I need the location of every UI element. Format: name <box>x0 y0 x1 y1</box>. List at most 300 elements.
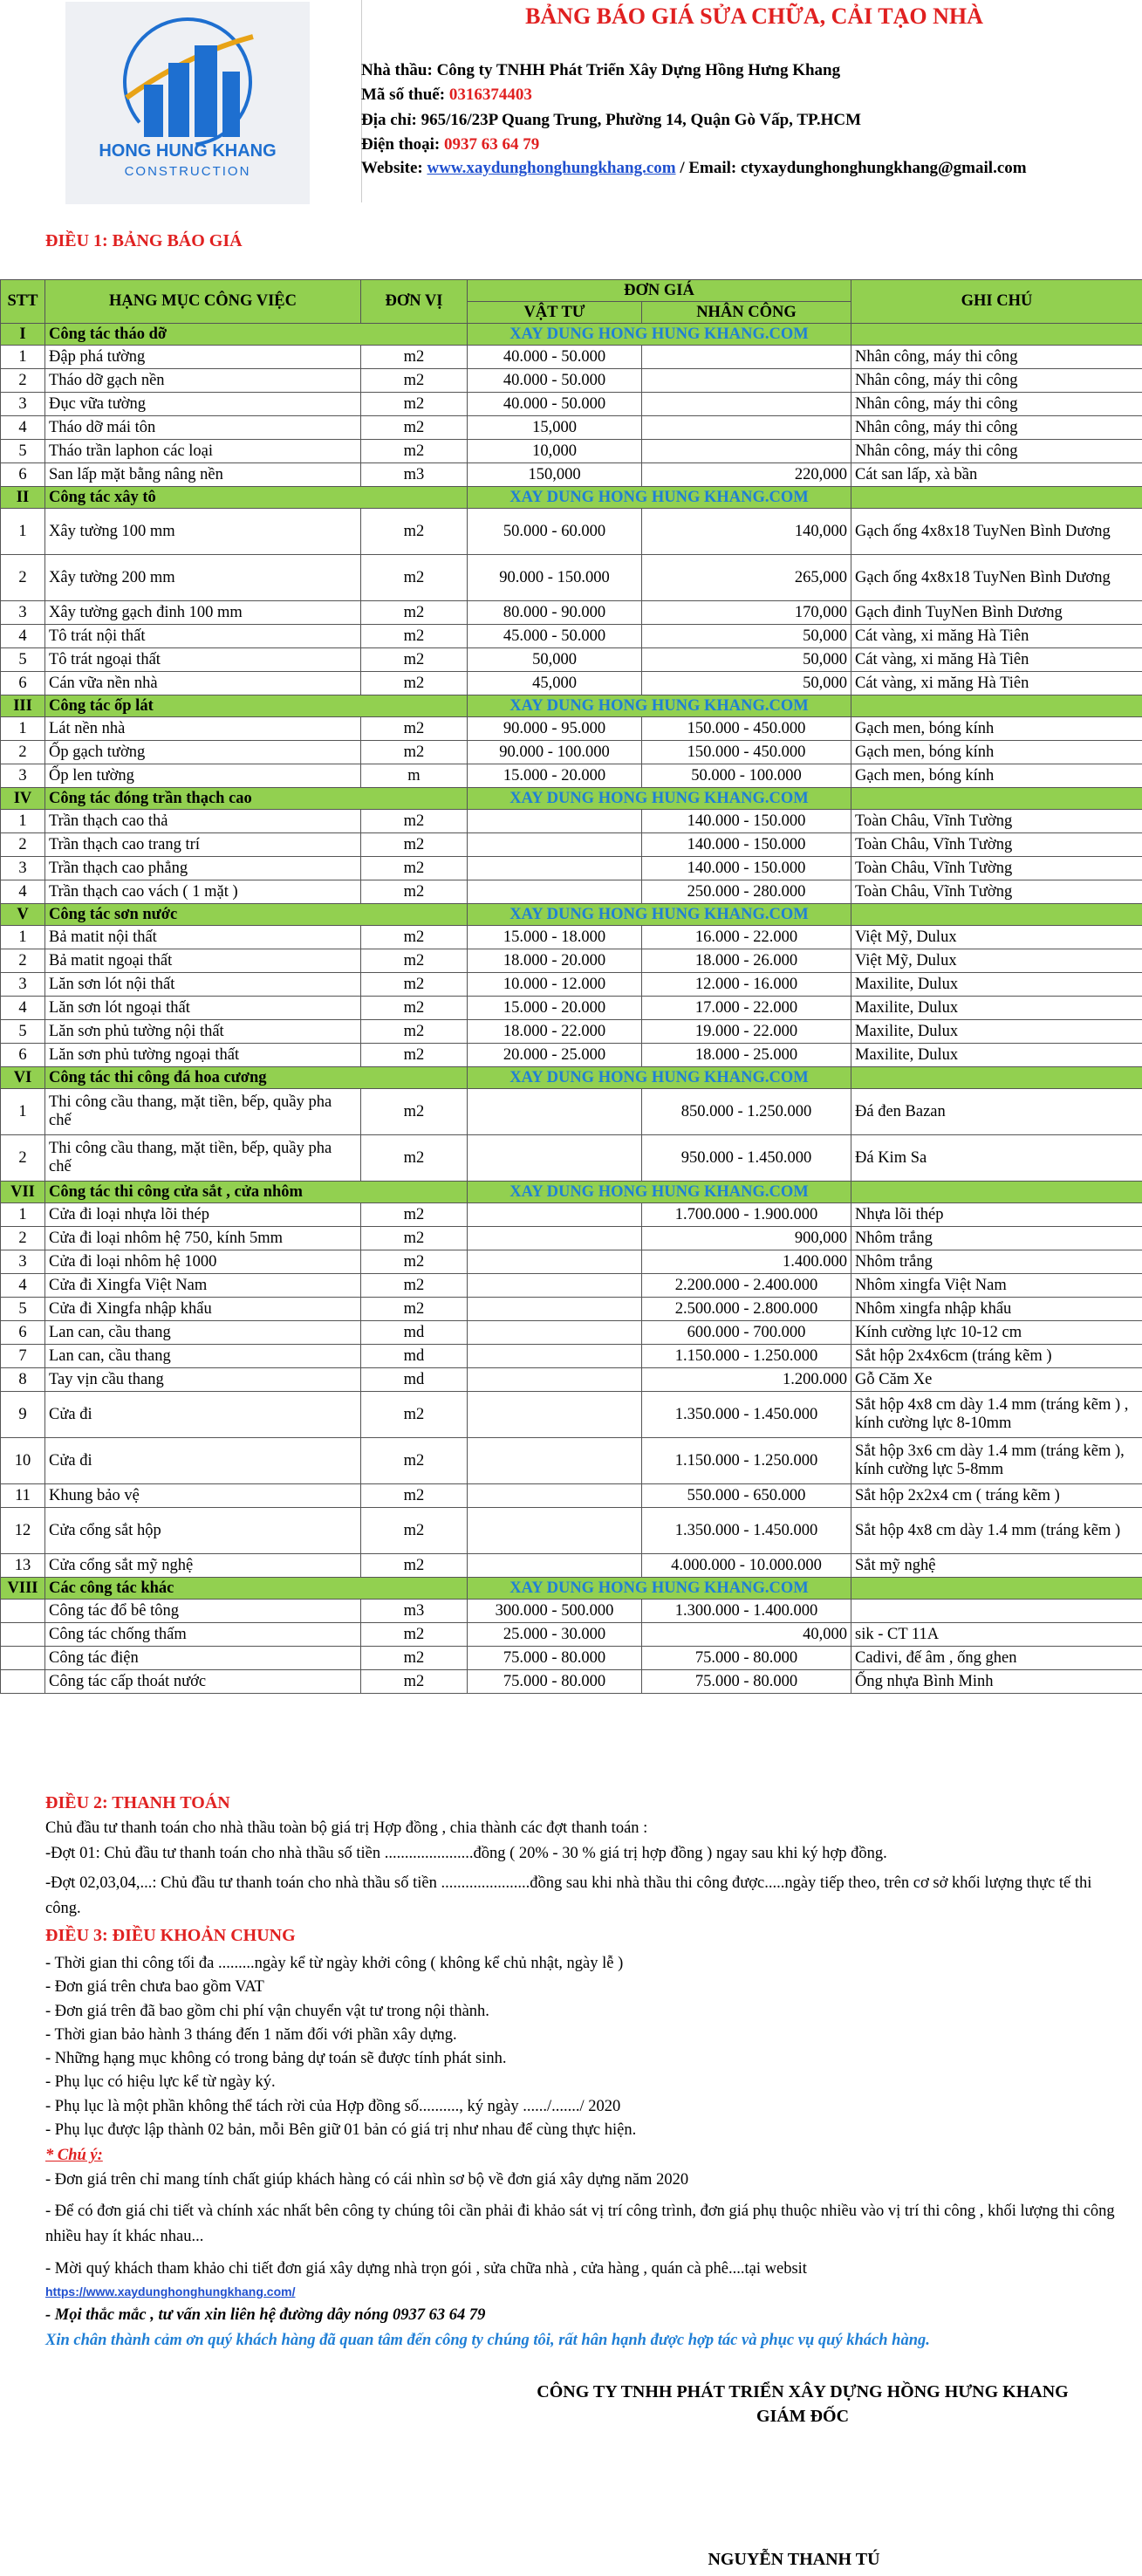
row-item: Cán vữa nền nhà <box>45 672 361 695</box>
row-stt: 6 <box>1 672 45 695</box>
row-material-price <box>468 1250 642 1274</box>
header-labor: NHÂN CÔNG <box>642 302 851 324</box>
row-material-price: 15.000 - 18.000 <box>468 926 642 949</box>
row-note: Gạch ống 4x8x18 TuyNen Bình Dương <box>851 509 1142 555</box>
row-unit: m2 <box>361 926 468 949</box>
row-material-price <box>468 1508 642 1554</box>
table-row <box>1 1135 1142 1182</box>
row-stt: 4 <box>1 625 45 648</box>
row-note: Kính cường lực 10-12 cm <box>851 1321 1142 1345</box>
row-stt: 1 <box>1 1203 45 1227</box>
row-material-price: 50,000 <box>468 648 642 672</box>
header-unit: ĐƠN VỊ <box>361 280 468 324</box>
row-material-price: 90.000 - 100.000 <box>468 741 642 764</box>
row-unit: m2 <box>361 717 468 741</box>
row-note: Nhân công, máy thi công <box>851 369 1142 393</box>
row-note: Sắt hộp 2x4x6cm (tráng kẽm ) <box>851 1345 1142 1368</box>
row-unit: m2 <box>361 1020 468 1044</box>
section-row <box>1 1578 1142 1600</box>
row-material-price <box>468 810 642 833</box>
header-note: GHI CHÚ <box>851 280 1142 324</box>
page-title: BẢNG BÁO GIÁ SỬA CHỮA, CẢI TẠO NHÀ <box>525 3 983 29</box>
row-labor-price <box>642 346 851 369</box>
row-stt: 1 <box>1 717 45 741</box>
row-stt <box>1 1670 45 1694</box>
note-1: - Đơn giá trên chỉ mang tính chất giúp khách hàng có cái nhìn sơ bộ về đơn giá xây dựng năm 2020 <box>45 2171 689 2189</box>
row-note: Maxilite, Dulux <box>851 973 1142 997</box>
table-row <box>1 741 1142 764</box>
row-note: Cadivi, đế âm , ống ghen <box>851 1647 1142 1670</box>
row-item: Trần thạch cao trang trí <box>45 833 361 857</box>
row-unit: m2 <box>361 833 468 857</box>
row-labor-price: 220,000 <box>642 463 851 487</box>
row-material-price: 20.000 - 25.000 <box>468 1044 642 1067</box>
row-unit: m2 <box>361 1274 468 1298</box>
table-row <box>1 1368 1142 1392</box>
section-empty-cell <box>851 695 1142 717</box>
row-labor-price: 12.000 - 16.000 <box>642 973 851 997</box>
row-labor-price: 1.700.000 - 1.900.000 <box>642 1203 851 1227</box>
row-unit: m2 <box>361 1508 468 1554</box>
row-item: Thi công cầu thang, mặt tiền, bếp, quầy pha chế <box>45 1135 361 1182</box>
row-stt: 2 <box>1 555 45 601</box>
row-stt: 3 <box>1 973 45 997</box>
row-unit: m2 <box>361 1670 468 1694</box>
row-unit: m2 <box>361 949 468 973</box>
row-unit: m2 <box>361 509 468 555</box>
website-line: Website: www.xaydunghonghungkhang.com / Email: ctyxaydunghonghungkhang@gmail.com <box>361 159 1027 177</box>
row-note: Sắt hộp 3x6 cm dày 1.4 mm (tráng kẽm ), kính cường lực 5-8mm <box>851 1438 1142 1484</box>
signature-name: NGUYỄN THANH TÚ <box>708 2550 880 2569</box>
row-item: Cửa đi Xingfa Việt Nam <box>45 1274 361 1298</box>
row-unit: m2 <box>361 1484 468 1508</box>
row-item: Lan can, cầu thang <box>45 1321 361 1345</box>
row-note: Sắt hộp 4x8 cm dày 1.4 mm (tráng kẽm ) <box>851 1508 1142 1554</box>
row-unit: m2 <box>361 601 468 625</box>
row-item: Lát nền nhà <box>45 717 361 741</box>
table-row <box>1 857 1142 880</box>
row-material-price <box>468 1554 642 1578</box>
row-labor-price: 600.000 - 700.000 <box>642 1321 851 1345</box>
row-note: Toàn Châu, Vĩnh Tường <box>851 810 1142 833</box>
row-unit: m <box>361 764 468 788</box>
row-item: Công tác cấp thoát nước <box>45 1670 361 1694</box>
brand-watermark: XAY DUNG HONG HUNG KHANG.COM <box>468 1067 851 1089</box>
website-link[interactable]: www.xaydunghonghungkhang.com <box>427 159 676 177</box>
row-material-price: 90.000 - 150.000 <box>468 555 642 601</box>
row-material-price <box>468 833 642 857</box>
brand-watermark: XAY DUNG HONG HUNG KHANG.COM <box>468 487 851 509</box>
table-row <box>1 463 1142 487</box>
row-labor-price: 50,000 <box>642 648 851 672</box>
table-row <box>1 1438 1142 1484</box>
pay-phase-1: -Đợt 01: Chủ đầu tư thanh toán cho nhà thầu số tiền ......................đồng ( 20% - 30 % giá trị hợp đồng ) ngay sau khi ký hợp đồng. <box>45 1845 887 1862</box>
section-number: II <box>1 487 45 509</box>
row-note: Đá Kim Sa <box>851 1135 1142 1182</box>
row-item: Thi công cầu thang, mặt tiền, bếp, quầy pha chế <box>45 1089 361 1135</box>
row-material-price <box>468 1089 642 1135</box>
table-row <box>1 1089 1142 1135</box>
row-labor-price: 2.500.000 - 2.800.000 <box>642 1298 851 1321</box>
row-material-price <box>468 1368 642 1392</box>
row-note: Nhân công, máy thi công <box>851 440 1142 463</box>
row-material-price <box>468 1484 642 1508</box>
section-number: V <box>1 904 45 926</box>
signature-company: CÔNG TY TNHH PHÁT TRIỂN XÂY DỰNG HỒNG HƯNG KHANG <box>537 2382 1069 2401</box>
row-item: Đập phá tường <box>45 346 361 369</box>
row-unit: m2 <box>361 973 468 997</box>
row-material-price: 18.000 - 20.000 <box>468 949 642 973</box>
row-labor-price: 17.000 - 22.000 <box>642 997 851 1020</box>
row-labor-price: 1.350.000 - 1.450.000 <box>642 1508 851 1554</box>
row-material-price: 15.000 - 20.000 <box>468 764 642 788</box>
row-unit: m2 <box>361 416 468 440</box>
section-empty-cell <box>851 904 1142 926</box>
row-note: Việt Mỹ, Dulux <box>851 949 1142 973</box>
section-title: Công tác đóng trần thạch cao <box>45 788 468 810</box>
row-note: Maxilite, Dulux <box>851 1020 1142 1044</box>
row-material-price: 40.000 - 50.000 <box>468 393 642 416</box>
general-term-item: - Thời gian bảo hành 3 tháng đến 1 năm đối với phần xây dựng. <box>45 2025 457 2044</box>
general-term-item: - Đơn giá trên đã bao gồm chi phí vận chuyển vật tư trong nội thành. <box>45 2002 489 2020</box>
row-labor-price: 1.200.000 <box>642 1368 851 1392</box>
row-stt: 4 <box>1 880 45 904</box>
brand-watermark: XAY DUNG HONG HUNG KHANG.COM <box>468 788 851 810</box>
row-unit: m2 <box>361 810 468 833</box>
section-title: Các công tác khác <box>45 1578 468 1600</box>
section3-title: ĐIỀU 3: ĐIỀU KHOẢN CHUNG <box>45 1926 296 1945</box>
thanks-message: Xin chân thành cảm ơn quý khách hàng đã quan tâm đến công ty chúng tôi, rất hân hạnh được hợp tác và phục vụ quý khách hàng. <box>45 2332 930 2349</box>
row-stt: 2 <box>1 369 45 393</box>
row-material-price <box>468 880 642 904</box>
row-material-price: 90.000 - 95.000 <box>468 717 642 741</box>
row-note: Nhựa lõi thép <box>851 1203 1142 1227</box>
row-material-price <box>468 1227 642 1250</box>
row-labor-price: 75.000 - 80.000 <box>642 1647 851 1670</box>
row-unit: md <box>361 1368 468 1392</box>
section-row <box>1 1182 1142 1203</box>
row-material-price: 75.000 - 80.000 <box>468 1670 642 1694</box>
logo-subtext: CONSTRUCTION <box>124 164 251 179</box>
row-stt: 2 <box>1 949 45 973</box>
row-item: Trần thạch cao vách ( 1 mặt ) <box>45 880 361 904</box>
row-item: Lăn sơn phủ tường ngoại thất <box>45 1044 361 1067</box>
table-row <box>1 672 1142 695</box>
row-item: Cửa cổng sắt mỹ nghệ <box>45 1554 361 1578</box>
table-row <box>1 1647 1142 1670</box>
section2-title: ĐIỀU 2: THANH TOÁN <box>45 1793 230 1812</box>
table-row <box>1 926 1142 949</box>
row-note <box>851 1600 1142 1623</box>
row-stt: 3 <box>1 764 45 788</box>
phone-number: 0937 63 64 79 <box>444 135 540 154</box>
row-unit: m2 <box>361 1298 468 1321</box>
row-unit: m2 <box>361 857 468 880</box>
row-note: Ống nhựa Bình Minh <box>851 1670 1142 1694</box>
table-row <box>1 1298 1142 1321</box>
row-item: Cửa đi loại nhôm hệ 1000 <box>45 1250 361 1274</box>
row-material-price: 10.000 - 12.000 <box>468 973 642 997</box>
row-item: Lăn sơn lót nội thất <box>45 973 361 997</box>
row-note: Toàn Châu, Vĩnh Tường <box>851 880 1142 904</box>
row-labor-price: 1.150.000 - 1.250.000 <box>642 1345 851 1368</box>
table-row <box>1 880 1142 904</box>
row-material-price <box>468 1203 642 1227</box>
row-material-price: 45,000 <box>468 672 642 695</box>
row-material-price <box>468 857 642 880</box>
row-stt: 12 <box>1 1508 45 1554</box>
row-material-price: 40.000 - 50.000 <box>468 346 642 369</box>
section-title: Công tác ốp lát <box>45 695 468 717</box>
row-stt <box>1 1647 45 1670</box>
row-note: Gạch ống 4x8x18 TuyNen Bình Dương <box>851 555 1142 601</box>
table-row <box>1 440 1142 463</box>
row-stt: 6 <box>1 1044 45 1067</box>
row-unit: md <box>361 1321 468 1345</box>
row-item: Ốp len tường <box>45 764 361 788</box>
row-item: Tháo dỡ mái tôn <box>45 416 361 440</box>
row-labor-price: 550.000 - 650.000 <box>642 1484 851 1508</box>
general-term-item: - Phụ lục được lập thành 02 bản, mỗi Bên giữ 01 bản có giá trị như nhau để cùng thực hiện. <box>45 2121 637 2140</box>
row-stt: 6 <box>1 1321 45 1345</box>
row-labor-price: 150.000 - 450.000 <box>642 717 851 741</box>
row-unit: m2 <box>361 1250 468 1274</box>
row-note: Việt Mỹ, Dulux <box>851 926 1142 949</box>
table-row <box>1 833 1142 857</box>
table-row <box>1 555 1142 601</box>
row-item: Lăn sơn lót ngoại thất <box>45 997 361 1020</box>
row-note: Gạch men, bóng kính <box>851 717 1142 741</box>
pay-intro: Chủ đầu tư thanh toán cho nhà thầu toàn bộ giá trị Hợp đồng , chia thành các đợt thanh toán : <box>45 1819 648 1837</box>
row-material-price: 15.000 - 20.000 <box>468 997 642 1020</box>
address-line: Địa chỉ: 965/16/23P Quang Trung, Phường 14, Quận Gò Vấp, TP.HCM <box>361 111 862 129</box>
row-note: Nhôm xingfa nhập khẩu <box>851 1298 1142 1321</box>
row-note: Cát vàng, xi măng Hà Tiên <box>851 648 1142 672</box>
row-labor-price: 265,000 <box>642 555 851 601</box>
row-labor-price: 18.000 - 26.000 <box>642 949 851 973</box>
row-stt: 1 <box>1 346 45 369</box>
row-note: Gạch men, bóng kính <box>851 741 1142 764</box>
row-material-price <box>468 1392 642 1438</box>
table-row <box>1 416 1142 440</box>
general-term-item: - Thời gian thi công tối đa .........ngày kể từ ngày khởi công ( không kể chủ nhật, ngày lễ ) <box>45 1955 624 1972</box>
section-row <box>1 904 1142 926</box>
row-note: Gỗ Căm Xe <box>851 1368 1142 1392</box>
row-stt: 1 <box>1 926 45 949</box>
row-stt: 10 <box>1 1438 45 1484</box>
row-labor-price <box>642 393 851 416</box>
row-stt: 6 <box>1 463 45 487</box>
brand-watermark: XAY DUNG HONG HUNG KHANG.COM <box>468 695 851 717</box>
row-item: Cửa cổng sắt hộp <box>45 1508 361 1554</box>
row-stt: 13 <box>1 1554 45 1578</box>
section-number: VI <box>1 1067 45 1089</box>
row-labor-price: 75.000 - 80.000 <box>642 1670 851 1694</box>
note-2: - Để có đơn giá chi tiết và chính xác nhất bên công ty chúng tôi cần phải đi khảo sát vị trí công trình, đơn giá phụ thuộc nhiều vào vị trí thi công , khối lượng thi công nhiều hay ít khác nhau... <box>45 2203 1115 2245</box>
section-number: IV <box>1 788 45 810</box>
row-stt: 1 <box>1 509 45 555</box>
row-stt: 5 <box>1 1020 45 1044</box>
row-labor-price: 50.000 - 100.000 <box>642 764 851 788</box>
row-labor-price: 2.200.000 - 2.400.000 <box>642 1274 851 1298</box>
row-unit: m2 <box>361 880 468 904</box>
row-labor-price: 19.000 - 22.000 <box>642 1020 851 1044</box>
table-row <box>1 369 1142 393</box>
row-unit: m2 <box>361 1044 468 1067</box>
row-item: Bả matit nội thất <box>45 926 361 949</box>
row-labor-price: 1.350.000 - 1.450.000 <box>642 1392 851 1438</box>
row-stt: 4 <box>1 997 45 1020</box>
row-labor-price: 1.150.000 - 1.250.000 <box>642 1438 851 1484</box>
general-terms-list <box>45 1952 1127 2142</box>
row-item: Ốp gạch tường <box>45 741 361 764</box>
row-item: Lăn sơn phủ tường nội thất <box>45 1020 361 1044</box>
table-row <box>1 997 1142 1020</box>
row-stt: 5 <box>1 1298 45 1321</box>
row-unit: m2 <box>361 1438 468 1484</box>
row-material-price: 10,000 <box>468 440 642 463</box>
row-item: Công tác chống thấm <box>45 1623 361 1647</box>
email-address: ctyxaydunghonghungkhang@gmail.com <box>741 159 1027 177</box>
tax-code: 0316374403 <box>448 86 532 104</box>
row-item: Cửa đi Xingfa nhập khẩu <box>45 1298 361 1321</box>
row-note: Sắt mỹ nghệ <box>851 1554 1142 1578</box>
row-stt: 7 <box>1 1345 45 1368</box>
row-labor-price: 170,000 <box>642 601 851 625</box>
row-stt: 1 <box>1 810 45 833</box>
section-title: Công tác xây tô <box>45 487 468 509</box>
row-stt: 3 <box>1 601 45 625</box>
row-note: Cát vàng, xi măng Hà Tiên <box>851 672 1142 695</box>
section-number: I <box>1 324 45 346</box>
row-unit: m2 <box>361 1089 468 1135</box>
row-material-price <box>468 1135 642 1182</box>
row-material-price: 300.000 - 500.000 <box>468 1600 642 1623</box>
section-empty-cell <box>851 1067 1142 1089</box>
row-labor-price: 40,000 <box>642 1623 851 1647</box>
table-body <box>1 324 1142 1694</box>
table-row <box>1 1484 1142 1508</box>
row-stt: 2 <box>1 1227 45 1250</box>
section-number: VII <box>1 1182 45 1203</box>
row-stt: 5 <box>1 440 45 463</box>
row-labor-price: 4.000.000 - 10.000.000 <box>642 1554 851 1578</box>
row-item: Cửa đi loại nhôm hệ 750, kính 5mm <box>45 1227 361 1250</box>
row-item: Cửa đi loại nhựa lõi thép <box>45 1203 361 1227</box>
section-title: Công tác tháo dỡ <box>45 324 468 346</box>
table-row <box>1 1227 1142 1250</box>
row-unit: m2 <box>361 1227 468 1250</box>
tax-line: Mã số thuế: 0316374403 <box>361 86 532 104</box>
row-unit: m3 <box>361 463 468 487</box>
row-material-price <box>468 1321 642 1345</box>
row-labor-price <box>642 416 851 440</box>
table-row <box>1 973 1142 997</box>
row-material-price <box>468 1345 642 1368</box>
row-note: Gạch men, bóng kính <box>851 764 1142 788</box>
header-stt: STT <box>1 280 45 324</box>
logo-text: HONG HUNG KHANG <box>99 141 277 161</box>
row-stt: 2 <box>1 833 45 857</box>
row-item: San lấp mặt bằng nâng nền <box>45 463 361 487</box>
price-table <box>0 279 1142 1694</box>
row-note: Nhân công, máy thi công <box>851 393 1142 416</box>
website-url-link[interactable]: https://www.xaydunghonghungkhang.com/ <box>45 2285 296 2299</box>
row-note: Nhôm trắng <box>851 1250 1142 1274</box>
row-item: Tay vịn cầu thang <box>45 1368 361 1392</box>
row-labor-price <box>642 440 851 463</box>
row-item: Xây tường gạch đinh 100 mm <box>45 601 361 625</box>
general-term-item: - Những hạng mục không có trong bảng dự toán sẽ được tính phát sinh. <box>45 2050 507 2068</box>
row-item: Khung bảo vệ <box>45 1484 361 1508</box>
row-stt: 11 <box>1 1484 45 1508</box>
section1-title: ĐIỀU 1: BẢNG BÁO GIÁ <box>45 231 243 250</box>
table-row <box>1 1600 1142 1623</box>
row-unit: m2 <box>361 555 468 601</box>
section-number: VIII <box>1 1578 45 1600</box>
row-material-price: 150,000 <box>468 463 642 487</box>
row-unit: m2 <box>361 672 468 695</box>
table-row <box>1 1670 1142 1694</box>
row-note: Đá đen Bazan <box>851 1089 1142 1135</box>
brand-watermark: XAY DUNG HONG HUNG KHANG.COM <box>468 324 851 346</box>
table-row <box>1 1203 1142 1227</box>
row-unit: m2 <box>361 625 468 648</box>
row-labor-price: 16.000 - 22.000 <box>642 926 851 949</box>
row-item: Công tác đổ bê tông <box>45 1600 361 1623</box>
row-item: Bả matit ngoại thất <box>45 949 361 973</box>
row-note: Nhôm trắng <box>851 1227 1142 1250</box>
table-row <box>1 1274 1142 1298</box>
section-title: Công tác sơn nước <box>45 904 468 926</box>
row-labor-price: 140.000 - 150.000 <box>642 810 851 833</box>
row-stt: 4 <box>1 416 45 440</box>
table-row <box>1 601 1142 625</box>
section-empty-cell <box>851 487 1142 509</box>
row-note: Maxilite, Dulux <box>851 1044 1142 1067</box>
table-row <box>1 1250 1142 1274</box>
row-labor-price: 50,000 <box>642 672 851 695</box>
row-material-price: 25.000 - 30.000 <box>468 1623 642 1647</box>
table-row <box>1 717 1142 741</box>
row-stt: 3 <box>1 393 45 416</box>
row-note: Cát vàng, xi măng Hà Tiên <box>851 625 1142 648</box>
row-labor-price: 1.300.000 - 1.400.000 <box>642 1600 851 1623</box>
row-unit: m2 <box>361 346 468 369</box>
row-note: Nhôm xingfa Việt Nam <box>851 1274 1142 1298</box>
header-price: ĐƠN GIÁ <box>468 280 851 302</box>
header-material: VẬT TƯ <box>468 302 642 324</box>
row-labor-price: 850.000 - 1.250.000 <box>642 1089 851 1135</box>
row-unit: m2 <box>361 1203 468 1227</box>
row-item: Tháo dỡ gạch nền <box>45 369 361 393</box>
row-material-price: 40.000 - 50.000 <box>468 369 642 393</box>
signature-position: GIÁM ĐỐC <box>756 2407 850 2426</box>
section-row <box>1 487 1142 509</box>
row-item: Trần thạch cao thả <box>45 810 361 833</box>
row-note: Nhân công, máy thi công <box>851 346 1142 369</box>
row-stt: 8 <box>1 1368 45 1392</box>
section-empty-cell <box>851 324 1142 346</box>
row-unit: m2 <box>361 648 468 672</box>
table-row <box>1 1392 1142 1438</box>
row-unit: m2 <box>361 1554 468 1578</box>
row-stt: 2 <box>1 1135 45 1182</box>
general-term-item: - Phụ lục có hiệu lực kể từ ngày ký. <box>45 2073 276 2092</box>
note-title: * Chú ý: <box>45 2147 103 2164</box>
table-row <box>1 648 1142 672</box>
general-term-item: - Đơn giá trên chưa bao gồm VAT <box>45 1978 264 1997</box>
